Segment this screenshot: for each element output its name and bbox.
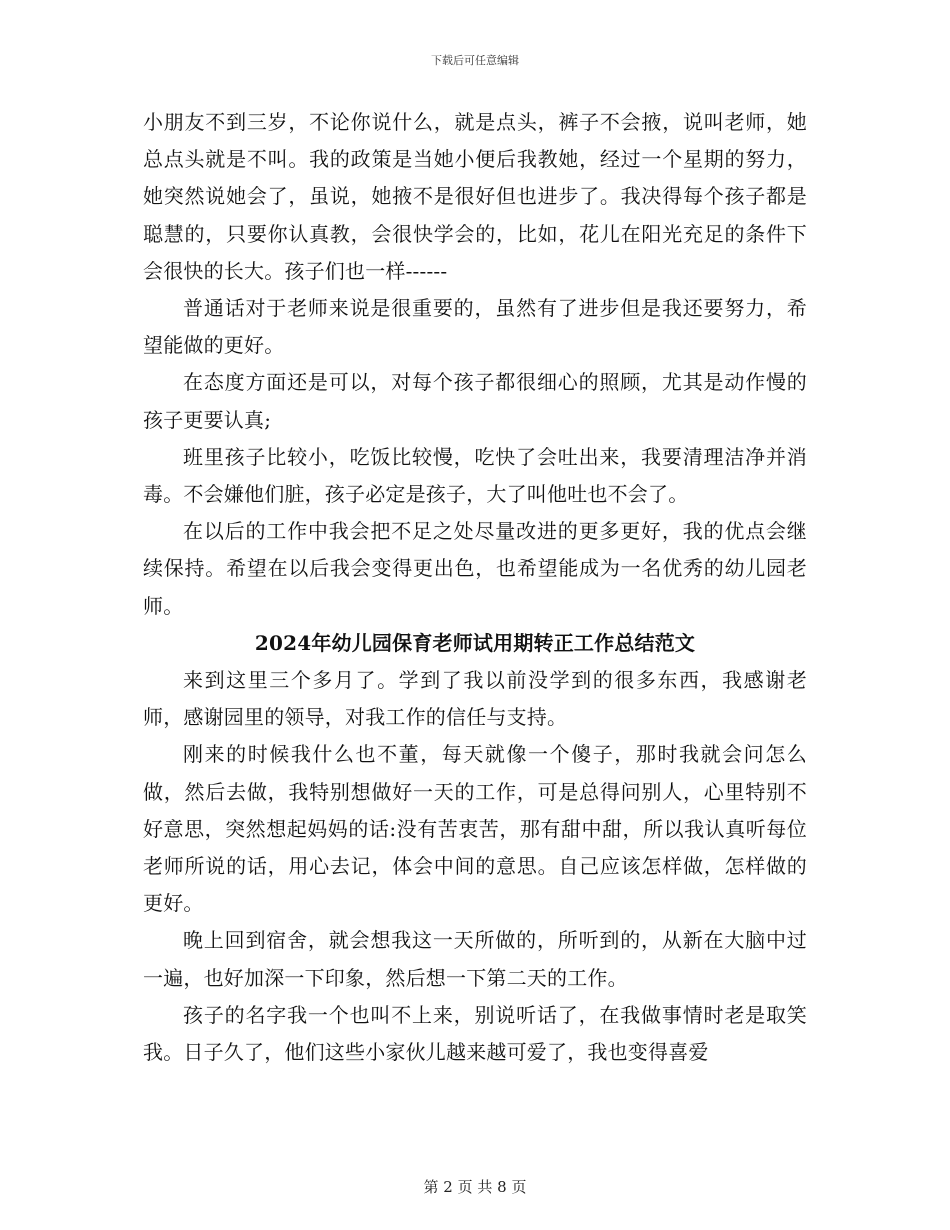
paragraph-children-names: 孩子的名字我一个也叫不上来，别说听话了，在我做事情时老是取笑我。日子久了，他们这些小家伙儿越来越可爱了，我也变得喜爱	[143, 1002, 807, 1065]
paragraph-continued: 小朋友不到三岁，不论你说什么，就是点头，裤子不会掖，说叫老师，她总点头就是不叫。我的政策是当她小便后我教她，经过一个星期的努力，她突然说她会了，虽说，她掖不是很好但也进步了。我决得每个孩子都是聪慧的，只要你认真教，会很快学会的，比如，花儿在阳光充足的条件下会很快的长大。孩子们也一样------	[143, 110, 807, 283]
paragraph-attitude: 在态度方面还是可以，对每个孩子都很细心的照顾，尤其是动作慢的孩子更要认真;	[143, 370, 807, 432]
paragraph-future: 在以后的工作中我会把不足之处尽量改进的更多更好，我的优点会继续保持。希望在以后我会变得更出色，也希望能成为一名优秀的幼儿园老师。	[143, 519, 807, 618]
paragraph-meals: 班里孩子比较小，吃饭比较慢，吃快了会吐出来，我要清理洁净并消毒。不会嫌他们脏，孩子必定是孩子，大了叫他吐也不会了。	[143, 444, 807, 507]
paragraph-mandarin: 普通话对于老师来说是很重要的，虽然有了进步但是我还要努力，希望能做的更好。	[143, 296, 807, 358]
paragraph-evening: 晚上回到宿舍，就会想我这一天所做的，所听到的，从新在大脑中过一遍，也好加深一下印象，然后想一下第二天的工作。	[143, 928, 807, 990]
paragraph-arrival: 来到这里三个多月了。学到了我以前没学到的很多东西，我感谢老师，感谢园里的领导，对我工作的信任与支持。	[143, 668, 807, 730]
page-header-note: 下载后可任意编辑	[431, 54, 519, 67]
section-title: 2024年幼儿园保育老师试用期转正工作总结范文	[254, 630, 696, 655]
page-number: 第 2 页 共 8 页	[423, 1178, 527, 1196]
paragraph-beginning: 刚来的时候我什么也不董，每天就像一个傻子，那时我就会问怎么做，然后去做，我特别想做好一天的工作，可是总得问别人，心里特别不好意思，突然想起妈妈的话:没有苦衷苦，那有甜中甜，所以我认真听每位老师所说的话，用心去记，体会中间的意思。自己应该怎样做，怎样做的更好。	[143, 742, 807, 916]
document-body	[143, 104, 807, 1071]
